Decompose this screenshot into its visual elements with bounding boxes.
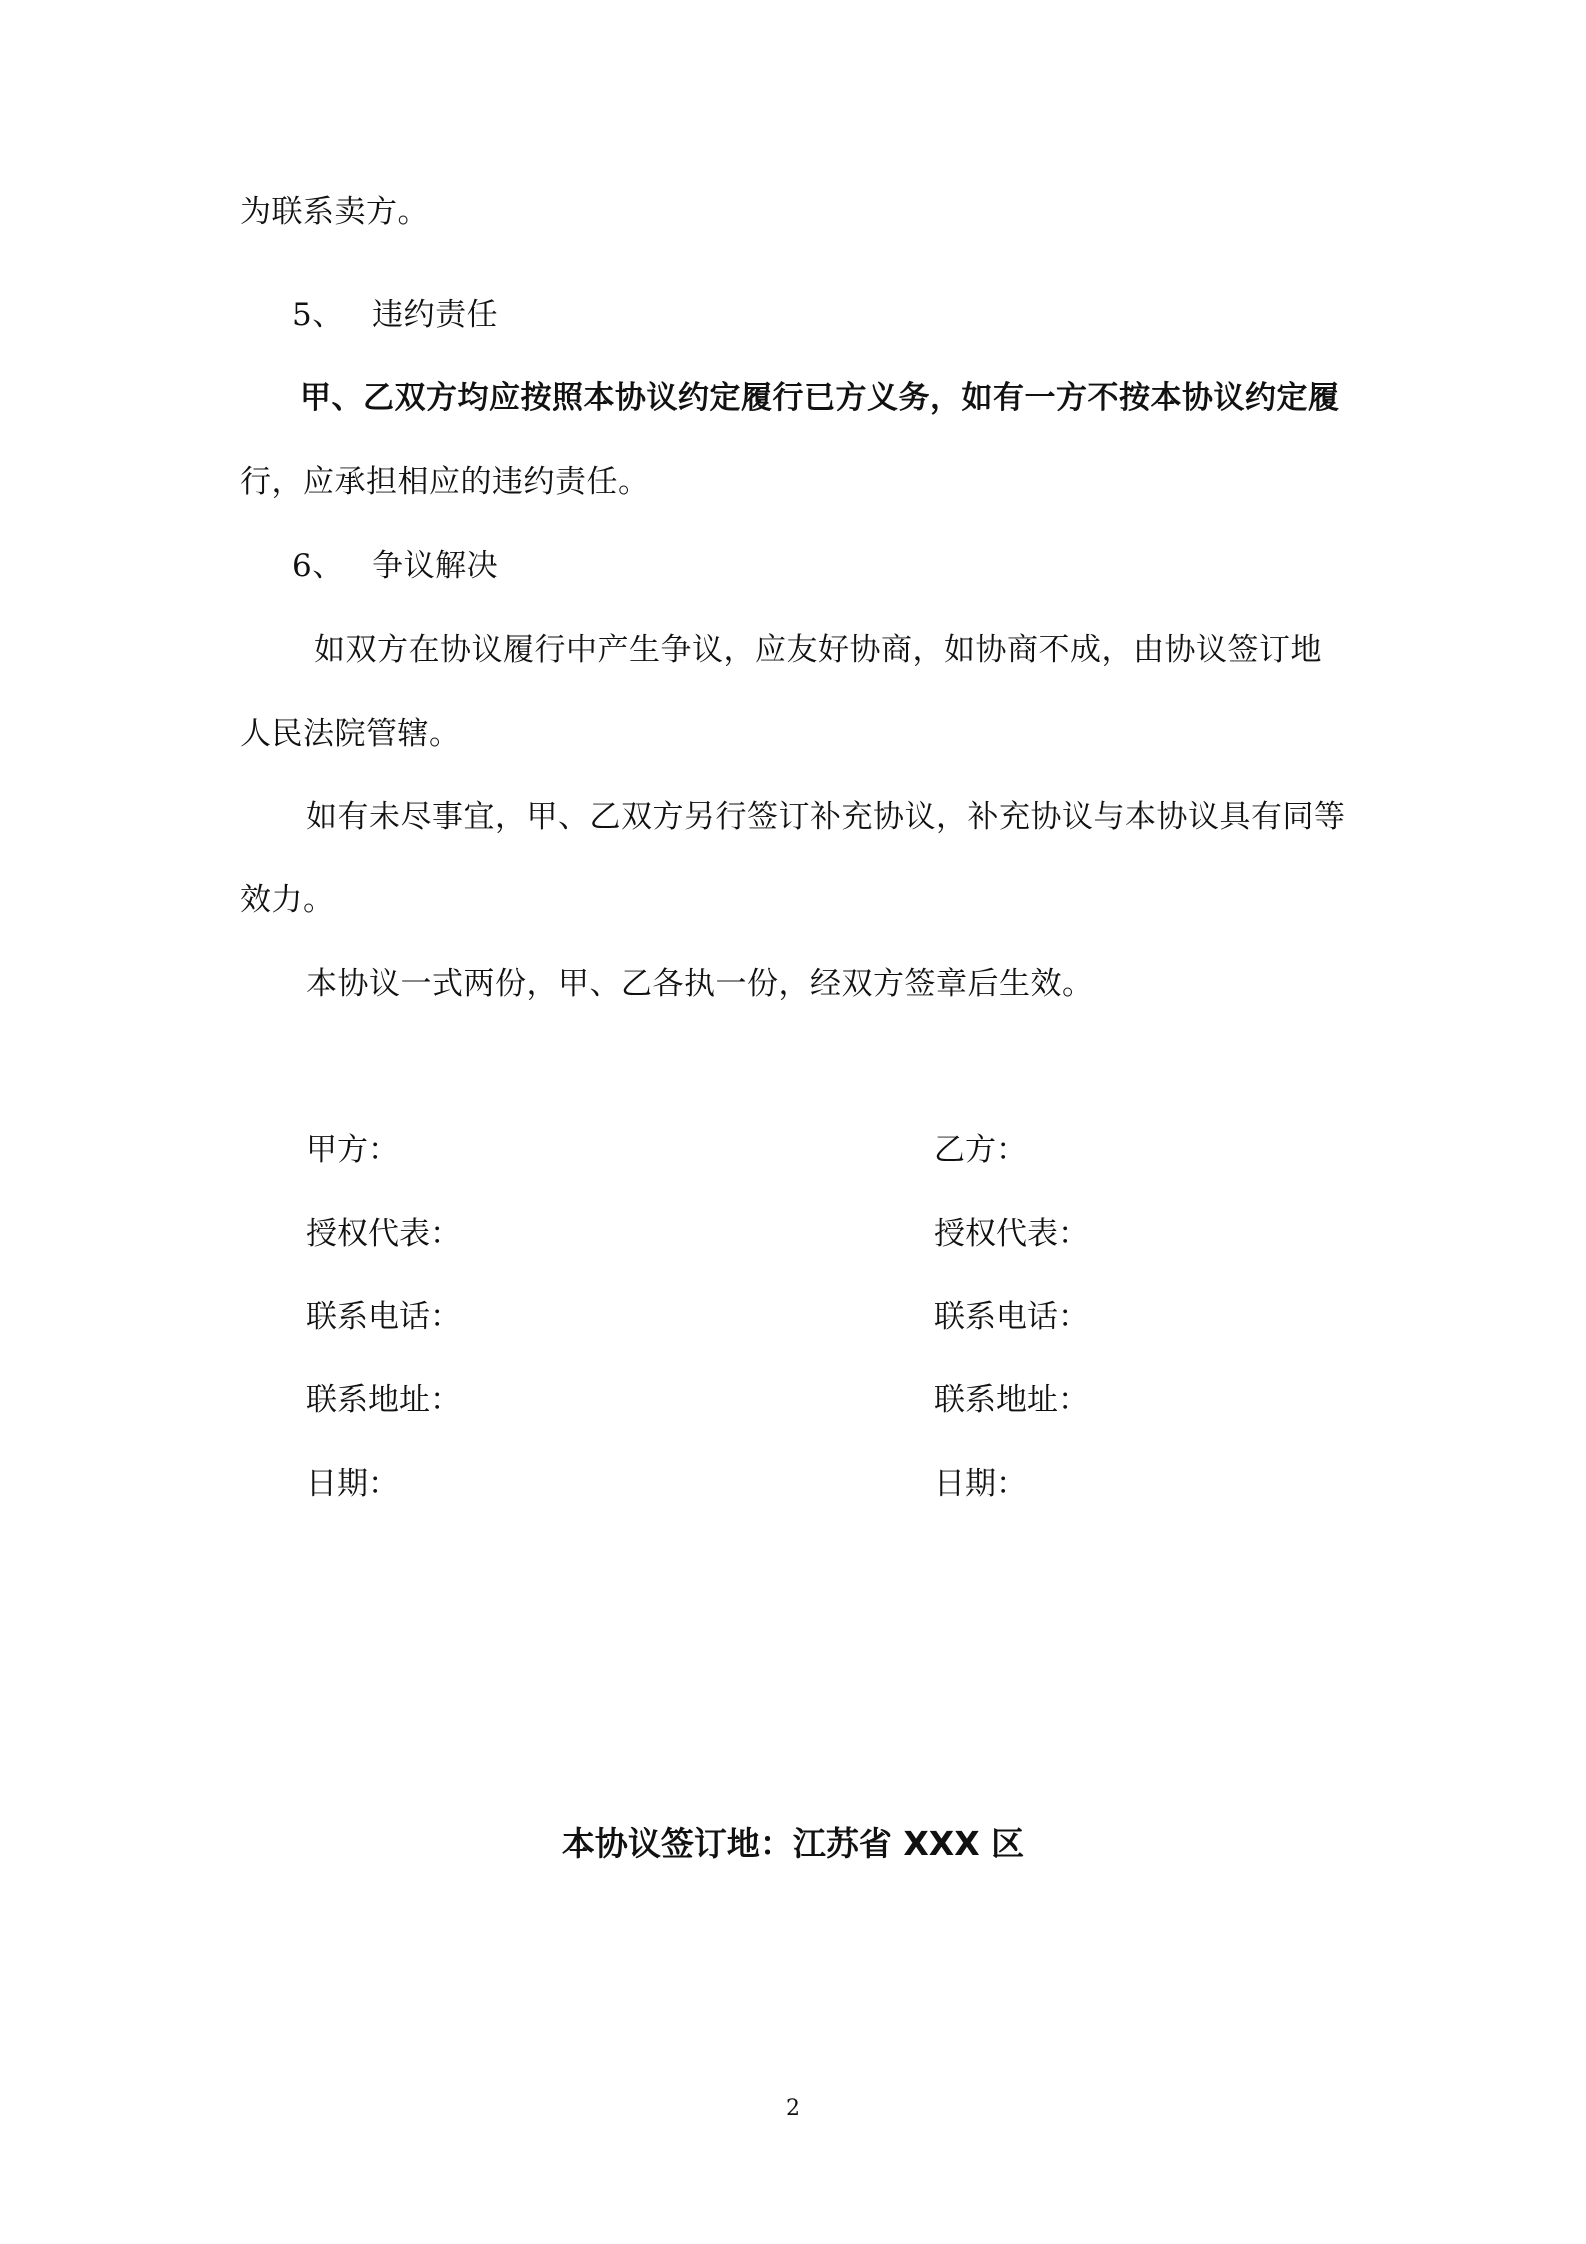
signing-place: 本协议签订地：江苏省 XXX 区 (561, 1824, 1025, 1863)
party-b-label: 乙方： (934, 1132, 1027, 1168)
party-b-representative-label: 授权代表： (934, 1216, 1089, 1252)
section-6-number: 6、 (292, 548, 344, 584)
party-a-representative-label: 授权代表： (306, 1216, 461, 1252)
supplement-paragraph-line-1: 如有未尽事宜，甲、乙双方另行签订补充协议，补充协议与本协议具有同等 (306, 799, 1346, 835)
section-5-paragraph-line-1: 甲、乙双方均应按照本协议约定履行已方义务，如有一方不按本协议约定履 (300, 380, 1340, 416)
party-a-date-label: 日期： (306, 1466, 399, 1502)
continued-text-line: 为联系卖方。 (240, 194, 429, 230)
section-5-heading (292, 295, 498, 335)
section-5-paragraph-line-2: 行，应承担相应的违约责任。 (240, 464, 650, 500)
section-6-title: 争议解决 (372, 548, 499, 584)
section-6-heading (292, 546, 498, 586)
copies-paragraph: 本协议一式两份，甲、乙各执一份，经双方签章后生效。 (306, 966, 1094, 1002)
section-6-paragraph-line-1: 如双方在协议履行中产生争议，应友好协商，如协商不成，由协议签订地 (314, 632, 1322, 668)
party-b-date-label: 日期： (934, 1466, 1027, 1502)
party-a-label: 甲方： (306, 1132, 399, 1168)
section-5-title: 违约责任 (372, 297, 499, 333)
supplement-paragraph-line-2: 效力。 (240, 882, 335, 918)
party-b-phone-label: 联系电话： (934, 1299, 1089, 1335)
page-number: 2 (786, 2096, 800, 2121)
party-a-phone-label: 联系电话： (306, 1299, 461, 1335)
section-5-number: 5、 (292, 297, 344, 333)
party-a-address-label: 联系地址： (306, 1382, 461, 1418)
section-6-paragraph-line-2: 人民法院管辖。 (240, 716, 461, 752)
party-b-address-label: 联系地址： (934, 1382, 1089, 1418)
